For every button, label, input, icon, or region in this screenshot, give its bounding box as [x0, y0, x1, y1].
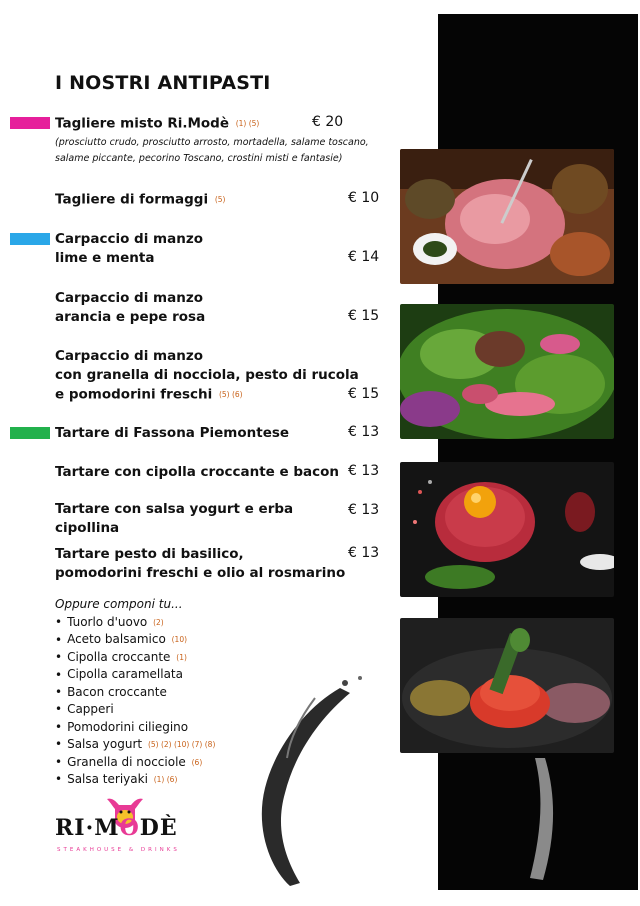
menu-item-carpaccio-lime	[55, 230, 385, 268]
item-name: Tartare di Fassona Piemontese	[55, 425, 290, 441]
item-price: € 14	[348, 249, 380, 265]
item-price: € 10	[348, 190, 380, 206]
item-name-line: Carpaccio di manzo	[55, 231, 203, 247]
item-name-line: lime e menta	[55, 250, 155, 266]
item-name: Tagliere misto Ri.Modè	[55, 115, 230, 132]
menu-item-tartare-cipolla	[55, 463, 385, 482]
blue-marker	[10, 233, 50, 245]
item-name-line: e pomodorini freschi	[55, 386, 213, 403]
item-name-line: cipollina	[55, 520, 120, 536]
addon-item: • Bacon croccante	[55, 684, 215, 701]
item-name-line: Tartare con salsa yogurt e erba	[55, 501, 294, 517]
item-price: € 13	[348, 424, 380, 440]
compose-heading: Oppure componi tu...	[55, 597, 183, 611]
item-name: Tagliere di formaggi	[55, 191, 209, 208]
item-price: € 13	[348, 502, 380, 518]
logo-subtitle: STEAKHOUSE & DRINKS	[57, 847, 180, 853]
magenta-marker	[10, 117, 50, 129]
green-marker	[10, 427, 50, 439]
menu-item-carpaccio-arancia	[55, 289, 385, 327]
addon-item: • Granella di nocciole (6)	[55, 754, 215, 771]
item-name: Tartare con cipolla croccante e bacon	[55, 464, 340, 480]
photo-tartare-asparagus	[400, 618, 614, 753]
allergen-codes: (1) (5)	[235, 119, 260, 128]
item-name-line: con granella di nocciola, pesto di rucola	[55, 367, 359, 383]
addon-item: • Capperi	[55, 701, 215, 718]
addon-item: • Tuorlo d'uovo (2)	[55, 614, 215, 631]
addon-item: • Aceto balsamico (10)	[55, 631, 215, 648]
menu-item-carpaccio-nocciola	[55, 347, 385, 405]
page-title: I NOSTRI ANTIPASTI	[55, 72, 271, 94]
addon-item: • Pomodorini ciliegino	[55, 719, 215, 736]
item-name-line: Carpaccio di manzo	[55, 290, 203, 306]
logo-wordmark: RI·MODÈ	[55, 815, 178, 841]
description-line: (prosciutto crudo, prosciutto arrosto, mortadella, salame toscano,	[55, 137, 369, 148]
rimode-logo	[55, 795, 195, 865]
photo-carpaccio-salad	[400, 304, 614, 439]
menu-item-tartare-yogurt	[55, 500, 385, 538]
item-price: € 13	[348, 545, 380, 561]
addon-item: • Salsa teriyaki (1) (6)	[55, 771, 215, 788]
item-description	[55, 135, 415, 167]
description-line: salame piccante, pecorino Toscano, crostini misti e fantasie)	[55, 153, 343, 164]
menu-item-tartare-fassona	[55, 424, 385, 443]
item-name-line: Carpaccio di manzo	[55, 348, 203, 364]
item-price: € 15	[348, 308, 380, 324]
photo-tartare-egg	[400, 462, 614, 597]
item-price: € 13	[348, 463, 380, 479]
item-price: € 20	[312, 114, 344, 130]
menu-item-tagliere-formaggi	[55, 190, 385, 210]
addon-item: • Salsa yogurt (5) (2) (10) (7) (8)	[55, 736, 215, 753]
addon-item: • Cipolla croccante (1)	[55, 649, 215, 666]
addon-list	[55, 614, 215, 789]
menu-item-tartare-basilico	[55, 545, 385, 583]
item-name-line: arancia e pepe rosa	[55, 309, 206, 325]
item-price: € 15	[348, 386, 380, 402]
allergen-codes: (5) (6)	[218, 390, 243, 399]
item-name-line: pomodorini freschi e olio al rosmarino	[55, 565, 346, 581]
addon-item: • Cipolla caramellata	[55, 666, 215, 683]
item-name-line: Tartare pesto di basilico,	[55, 546, 244, 562]
photo-charcuterie-board	[400, 149, 614, 284]
allergen-codes: (5)	[214, 195, 226, 204]
